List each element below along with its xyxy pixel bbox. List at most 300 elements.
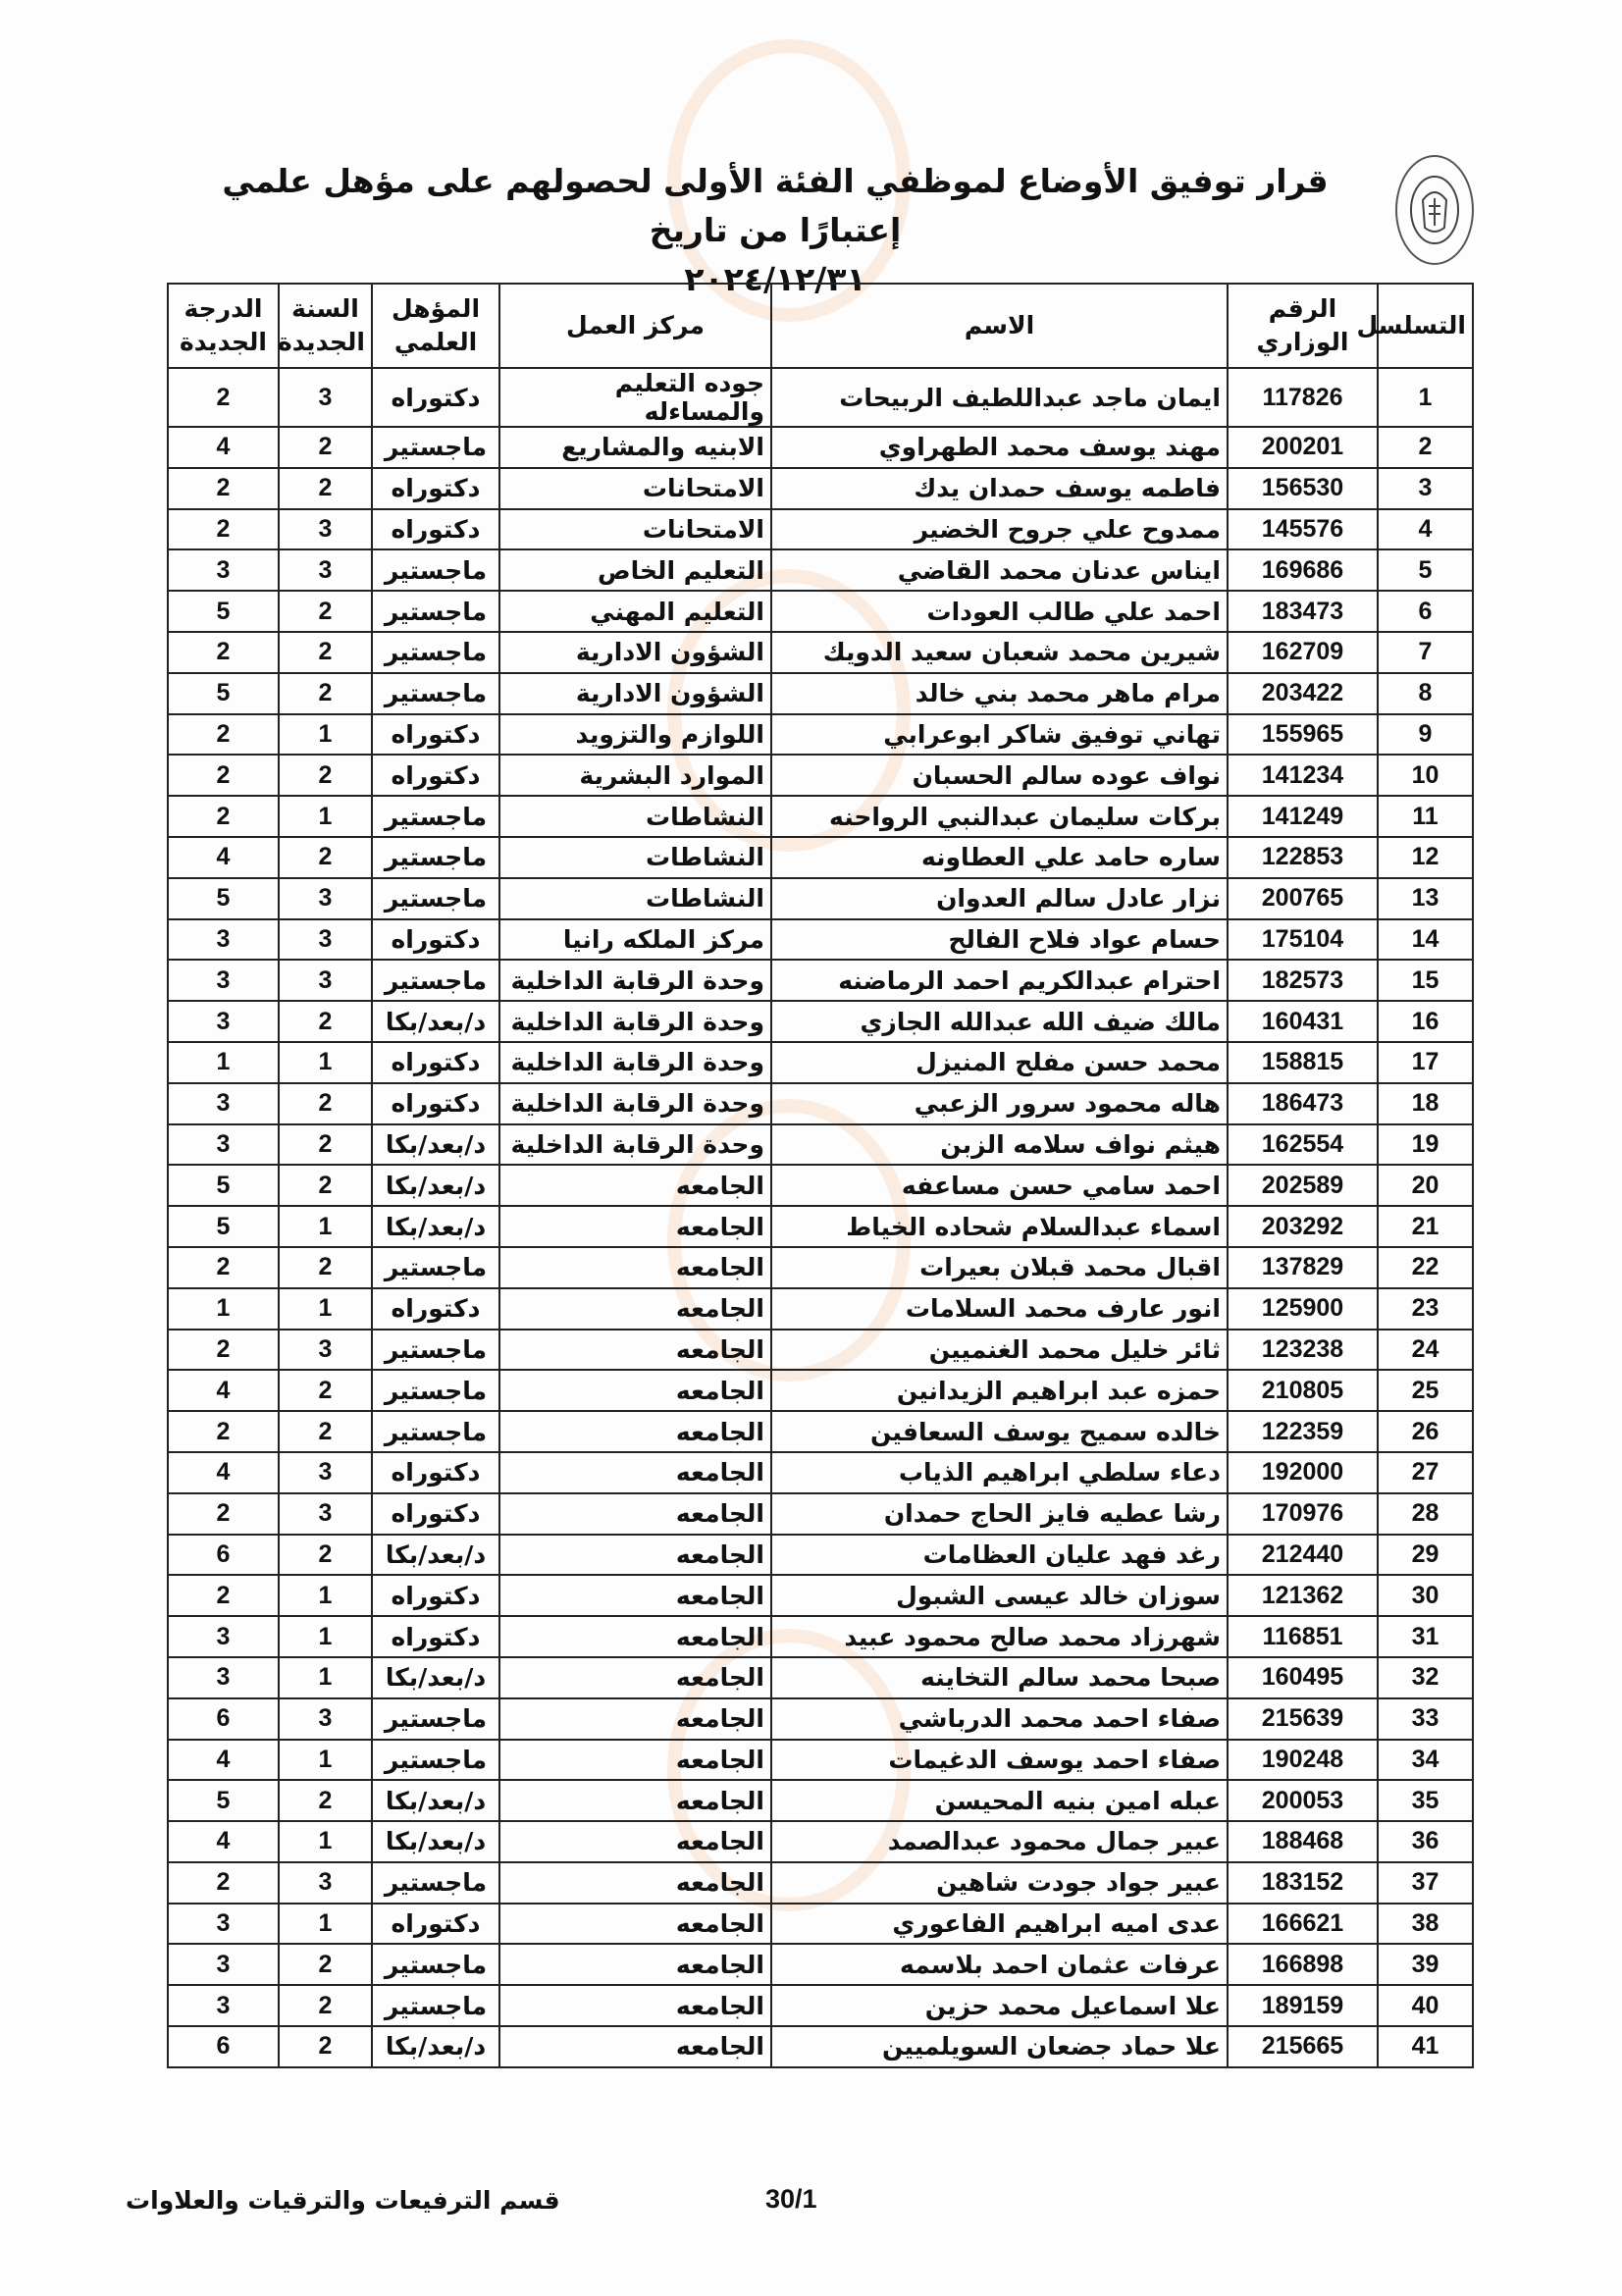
cell-new-grade: 3 [168, 1616, 279, 1657]
cell-ministry-number: 155965 [1228, 714, 1378, 756]
cell-serial: 24 [1378, 1330, 1473, 1371]
cell-new-grade: 2 [168, 468, 279, 509]
cell-ministry-number: 215665 [1228, 2026, 1378, 2067]
cell-name: علا حماد جضعان السويلميين [771, 2026, 1228, 2067]
table-row [168, 714, 1473, 756]
cell-serial: 30 [1378, 1575, 1473, 1616]
cell-ministry-number: 116851 [1228, 1616, 1378, 1657]
cell-serial: 18 [1378, 1083, 1473, 1124]
cell-work-center: الجامعه [499, 1944, 771, 1985]
cell-qualification: د/بعد/بكا [372, 1821, 499, 1862]
cell-new-grade: 5 [168, 673, 279, 714]
cell-work-center: الشؤون الادارية [499, 632, 771, 673]
cell-ministry-number: 189159 [1228, 1985, 1378, 2026]
table-header-row [168, 284, 1473, 368]
cell-qualification: د/بعد/بكا [372, 1165, 499, 1206]
cell-new-year: 2 [279, 1411, 372, 1452]
cell-work-center: الامتحانات [499, 468, 771, 509]
cell-ministry-number: 183152 [1228, 1862, 1378, 1904]
cell-new-year: 2 [279, 1370, 372, 1411]
table-row [168, 1001, 1473, 1042]
cell-work-center: الجامعه [499, 1657, 771, 1698]
table-row [168, 837, 1473, 878]
table-row [168, 1124, 1473, 1166]
cell-serial: 11 [1378, 796, 1473, 837]
cell-serial: 16 [1378, 1001, 1473, 1042]
cell-qualification: دكتوراه [372, 368, 499, 427]
cell-serial: 10 [1378, 755, 1473, 796]
header-work-center: مركز العمل [499, 284, 771, 368]
cell-new-grade: 2 [168, 755, 279, 796]
cell-work-center: النشاطات [499, 878, 771, 919]
cell-name: مالك ضيف الله عبدالله الجازي [771, 1001, 1228, 1042]
cell-name: ايمان ماجد عبداللطيف الربيحات [771, 368, 1228, 427]
table-row [168, 1944, 1473, 1985]
cell-new-year: 3 [279, 549, 372, 591]
cell-new-grade: 5 [168, 1780, 279, 1821]
cell-new-year: 1 [279, 1206, 372, 1247]
header-serial: التسلسل [1378, 284, 1473, 368]
cell-ministry-number: 156530 [1228, 468, 1378, 509]
cell-work-center: النشاطات [499, 837, 771, 878]
cell-work-center: الجامعه [499, 1411, 771, 1452]
cell-new-year: 2 [279, 1165, 372, 1206]
cell-qualification: دكتوراه [372, 1042, 499, 1083]
emblem-logo [1395, 155, 1474, 265]
cell-new-year: 2 [279, 673, 372, 714]
cell-name: حمزه عبد ابراهيم الزيدانين [771, 1370, 1228, 1411]
cell-ministry-number: 122359 [1228, 1411, 1378, 1452]
table-row [168, 1288, 1473, 1330]
cell-ministry-number: 125900 [1228, 1288, 1378, 1330]
cell-new-year: 1 [279, 1288, 372, 1330]
cell-name: احمد علي طالب العودات [771, 591, 1228, 632]
cell-work-center: الامتحانات [499, 509, 771, 550]
cell-serial: 40 [1378, 1985, 1473, 2026]
cell-new-grade: 3 [168, 1657, 279, 1698]
table-row [168, 1657, 1473, 1698]
cell-name: فاطمه يوسف حمدان يدك [771, 468, 1228, 509]
cell-new-grade: 5 [168, 1206, 279, 1247]
cell-name: هاله محمود سرور الزعبي [771, 1083, 1228, 1124]
cell-new-grade: 2 [168, 1411, 279, 1452]
cell-work-center: التعليم الخاص [499, 549, 771, 591]
cell-new-year: 1 [279, 1575, 372, 1616]
header-new-grade: الدرجة الجديدة [168, 284, 279, 368]
cell-serial: 31 [1378, 1616, 1473, 1657]
cell-qualification: ماجستير [372, 960, 499, 1001]
cell-name: انور عارف محمد السلامات [771, 1288, 1228, 1330]
cell-new-year: 2 [279, 591, 372, 632]
cell-ministry-number: 137829 [1228, 1247, 1378, 1288]
cell-new-year: 1 [279, 796, 372, 837]
table-row [168, 1042, 1473, 1083]
cell-new-grade: 2 [168, 1575, 279, 1616]
table-row [168, 673, 1473, 714]
cell-new-grade: 2 [168, 509, 279, 550]
cell-serial: 23 [1378, 1288, 1473, 1330]
cell-ministry-number: 121362 [1228, 1575, 1378, 1616]
cell-qualification: دكتوراه [372, 755, 499, 796]
cell-serial: 9 [1378, 714, 1473, 756]
cell-work-center: الجامعه [499, 2026, 771, 2067]
header-new-year: السنة الجديدة [279, 284, 372, 368]
cell-new-grade: 2 [168, 1862, 279, 1904]
cell-work-center: الجامعه [499, 1575, 771, 1616]
cell-serial: 19 [1378, 1124, 1473, 1166]
cell-name: شهرزاد محمد صالح محمود عبيد [771, 1616, 1228, 1657]
cell-serial: 1 [1378, 368, 1473, 427]
table-row [168, 427, 1473, 468]
cell-ministry-number: 160495 [1228, 1657, 1378, 1698]
cell-new-year: 3 [279, 1452, 372, 1493]
cell-name: صفاء احمد محمد الدرباشي [771, 1698, 1228, 1740]
cell-ministry-number: 158815 [1228, 1042, 1378, 1083]
cell-serial: 17 [1378, 1042, 1473, 1083]
cell-new-grade: 6 [168, 1535, 279, 1576]
cell-new-year: 1 [279, 1657, 372, 1698]
table-row [168, 1740, 1473, 1781]
cell-work-center: الجامعه [499, 1535, 771, 1576]
cell-ministry-number: 162554 [1228, 1124, 1378, 1166]
cell-name: احمد سامي حسن مساعفه [771, 1165, 1228, 1206]
table-row [168, 1985, 1473, 2026]
cell-new-grade: 4 [168, 1452, 279, 1493]
cell-name: ممدوح علي جروح الخضير [771, 509, 1228, 550]
cell-new-grade: 2 [168, 1247, 279, 1288]
table-row [168, 591, 1473, 632]
cell-ministry-number: 117826 [1228, 368, 1378, 427]
cell-new-year: 1 [279, 714, 372, 756]
cell-new-year: 2 [279, 1124, 372, 1166]
cell-name: ثائر خليل محمد الغنميين [771, 1330, 1228, 1371]
cell-name: رغد فهد عليان العظامات [771, 1535, 1228, 1576]
cell-work-center: الجامعه [499, 1370, 771, 1411]
cell-work-center: مركز الملكه رانيا [499, 919, 771, 961]
cell-qualification: دكتوراه [372, 1083, 499, 1124]
cell-serial: 41 [1378, 2026, 1473, 2067]
cell-ministry-number: 166898 [1228, 1944, 1378, 1985]
header-name: الاسم [771, 284, 1228, 368]
cell-qualification: د/بعد/بكا [372, 1535, 499, 1576]
cell-serial: 8 [1378, 673, 1473, 714]
cell-work-center: النشاطات [499, 796, 771, 837]
cell-work-center: الجامعه [499, 1493, 771, 1535]
cell-qualification: د/بعد/بكا [372, 1206, 499, 1247]
cell-ministry-number: 123238 [1228, 1330, 1378, 1371]
cell-new-grade: 3 [168, 549, 279, 591]
table-row [168, 960, 1473, 1001]
cell-qualification: د/بعد/بكا [372, 2026, 499, 2067]
cell-ministry-number: 212440 [1228, 1535, 1378, 1576]
cell-ministry-number: 183473 [1228, 591, 1378, 632]
cell-new-grade: 3 [168, 960, 279, 1001]
cell-serial: 29 [1378, 1535, 1473, 1576]
cell-work-center: الجامعه [499, 1904, 771, 1945]
table-row [168, 368, 1473, 427]
cell-name: علا اسماعيل محمد حزين [771, 1985, 1228, 2026]
cell-new-grade: 5 [168, 591, 279, 632]
cell-work-center: الجامعه [499, 1821, 771, 1862]
cell-new-year: 3 [279, 960, 372, 1001]
cell-name: محمد حسن مفلح المنيزل [771, 1042, 1228, 1083]
cell-qualification: دكتوراه [372, 714, 499, 756]
cell-qualification: ماجستير [372, 1370, 499, 1411]
table-row [168, 1247, 1473, 1288]
cell-work-center: وحدة الرقابة الداخلية [499, 1001, 771, 1042]
cell-work-center: وحدة الرقابة الداخلية [499, 1042, 771, 1083]
cell-serial: 25 [1378, 1370, 1473, 1411]
cell-new-year: 2 [279, 468, 372, 509]
cell-serial: 27 [1378, 1452, 1473, 1493]
cell-serial: 22 [1378, 1247, 1473, 1288]
cell-work-center: اللوازم والتزويد [499, 714, 771, 756]
cell-qualification: دكتوراه [372, 509, 499, 550]
cell-serial: 13 [1378, 878, 1473, 919]
cell-work-center: الجامعه [499, 1206, 771, 1247]
cell-work-center: جوده التعليم والمساءله [499, 368, 771, 427]
table-row [168, 919, 1473, 961]
cell-ministry-number: 200053 [1228, 1780, 1378, 1821]
cell-qualification: دكتوراه [372, 1616, 499, 1657]
cell-ministry-number: 200765 [1228, 878, 1378, 919]
table-row [168, 1411, 1473, 1452]
cell-new-year: 3 [279, 1698, 372, 1740]
cell-work-center: وحدة الرقابة الداخلية [499, 1124, 771, 1166]
cell-serial: 37 [1378, 1862, 1473, 1904]
cell-new-grade: 3 [168, 1001, 279, 1042]
cell-ministry-number: 215639 [1228, 1698, 1378, 1740]
cell-new-year: 2 [279, 427, 372, 468]
cell-new-year: 2 [279, 1001, 372, 1042]
cell-ministry-number: 170976 [1228, 1493, 1378, 1535]
table-row [168, 1780, 1473, 1821]
cell-qualification: ماجستير [372, 1411, 499, 1452]
cell-name: اقبال محمد قبلان بعيرات [771, 1247, 1228, 1288]
cell-name: دعاء سلطي ابراهيم الذياب [771, 1452, 1228, 1493]
cell-ministry-number: 186473 [1228, 1083, 1378, 1124]
cell-new-year: 3 [279, 509, 372, 550]
cell-qualification: ماجستير [372, 632, 499, 673]
table-row [168, 549, 1473, 591]
cell-work-center: الجامعه [499, 1780, 771, 1821]
table-row [168, 509, 1473, 550]
cell-qualification: ماجستير [372, 1247, 499, 1288]
cell-serial: 14 [1378, 919, 1473, 961]
cell-new-year: 1 [279, 1042, 372, 1083]
cell-new-year: 3 [279, 919, 372, 961]
cell-work-center: الجامعه [499, 1165, 771, 1206]
table-row [168, 1165, 1473, 1206]
cell-name: نزار عادل سالم العدوان [771, 878, 1228, 919]
cell-serial: 15 [1378, 960, 1473, 1001]
cell-new-year: 3 [279, 1862, 372, 1904]
title-date: ٢٠٢٤/١٢/٣١ [684, 260, 866, 298]
cell-new-grade: 5 [168, 1165, 279, 1206]
cell-new-year: 1 [279, 1821, 372, 1862]
cell-qualification: ماجستير [372, 591, 499, 632]
footer-department: قسم الترفيعات والترقيات والعلاوات [126, 2186, 560, 2215]
cell-new-grade: 4 [168, 1740, 279, 1781]
cell-new-year: 2 [279, 632, 372, 673]
cell-ministry-number: 203292 [1228, 1206, 1378, 1247]
cell-qualification: دكتوراه [372, 1288, 499, 1330]
cell-ministry-number: 192000 [1228, 1452, 1378, 1493]
cell-name: هيثم نواف سلامه الزبن [771, 1124, 1228, 1166]
cell-qualification: د/بعد/بكا [372, 1124, 499, 1166]
cell-name: ساره حامد علي العطاونه [771, 837, 1228, 878]
cell-name: عبير جواد جودت شاهين [771, 1862, 1228, 1904]
cell-serial: 2 [1378, 427, 1473, 468]
table-row [168, 796, 1473, 837]
table-row [168, 468, 1473, 509]
cell-qualification: ماجستير [372, 1698, 499, 1740]
cell-name: سوزان خالد عيسى الشبول [771, 1575, 1228, 1616]
cell-qualification: ماجستير [372, 549, 499, 591]
cell-name: عبله امين بنيه المحيسن [771, 1780, 1228, 1821]
cell-new-grade: 3 [168, 1904, 279, 1945]
cell-ministry-number: 203422 [1228, 673, 1378, 714]
cell-new-grade: 2 [168, 632, 279, 673]
cell-qualification: دكتوراه [372, 919, 499, 961]
table-row [168, 1083, 1473, 1124]
cell-serial: 7 [1378, 632, 1473, 673]
cell-new-grade: 5 [168, 878, 279, 919]
cell-qualification: دكتوراه [372, 1452, 499, 1493]
cell-ministry-number: 141249 [1228, 796, 1378, 837]
cell-name: صبحا محمد سالم التخاينه [771, 1657, 1228, 1698]
table-row [168, 1493, 1473, 1535]
table-row [168, 1370, 1473, 1411]
cell-qualification: ماجستير [372, 1740, 499, 1781]
table-row [168, 1330, 1473, 1371]
cell-new-grade: 4 [168, 1370, 279, 1411]
cell-serial: 3 [1378, 468, 1473, 509]
cell-ministry-number: 122853 [1228, 837, 1378, 878]
cell-work-center: التعليم المهني [499, 591, 771, 632]
cell-ministry-number: 160431 [1228, 1001, 1378, 1042]
table-row [168, 1575, 1473, 1616]
cell-serial: 26 [1378, 1411, 1473, 1452]
cell-new-year: 1 [279, 1616, 372, 1657]
cell-name: خالده سميح يوسف السعافين [771, 1411, 1228, 1452]
cell-qualification: ماجستير [372, 1985, 499, 2026]
cell-new-year: 3 [279, 368, 372, 427]
cell-name: اسماء عبدالسلام شحاده الخياط [771, 1206, 1228, 1247]
cell-work-center: الجامعه [499, 1985, 771, 2026]
cell-serial: 28 [1378, 1493, 1473, 1535]
cell-serial: 6 [1378, 591, 1473, 632]
cell-new-year: 3 [279, 1330, 372, 1371]
cell-qualification: دكتوراه [372, 1904, 499, 1945]
table-row [168, 755, 1473, 796]
table-row [168, 1206, 1473, 1247]
cell-qualification: دكتوراه [372, 1575, 499, 1616]
cell-qualification: د/بعد/بكا [372, 1780, 499, 1821]
cell-work-center: وحدة الرقابة الداخلية [499, 1083, 771, 1124]
cell-work-center: الشؤون الادارية [499, 673, 771, 714]
cell-name: نواف عوده سالم الحسبان [771, 755, 1228, 796]
cell-new-year: 2 [279, 755, 372, 796]
cell-name: مرام ماهر محمد بني خالد [771, 673, 1228, 714]
cell-serial: 36 [1378, 1821, 1473, 1862]
cell-new-year: 2 [279, 1083, 372, 1124]
cell-name: رشا عطيه فايز الحاج حمدان [771, 1493, 1228, 1535]
cell-new-grade: 3 [168, 1124, 279, 1166]
cell-new-year: 2 [279, 1535, 372, 1576]
cell-ministry-number: 141234 [1228, 755, 1378, 796]
cell-name: شيرين محمد شعبان سعيد الدويك [771, 632, 1228, 673]
cell-qualification: ماجستير [372, 1944, 499, 1985]
cell-qualification: د/بعد/بكا [372, 1001, 499, 1042]
cell-new-grade: 2 [168, 714, 279, 756]
cell-serial: 39 [1378, 1944, 1473, 1985]
cell-work-center: الجامعه [499, 1452, 771, 1493]
cell-new-grade: 4 [168, 837, 279, 878]
cell-new-grade: 1 [168, 1288, 279, 1330]
cell-name: عدى اميه ابراهيم الفاعوري [771, 1904, 1228, 1945]
cell-qualification: دكتوراه [372, 1493, 499, 1535]
cell-new-grade: 3 [168, 919, 279, 961]
table-row [168, 632, 1473, 673]
cell-name: صفاء احمد يوسف الدغيمات [771, 1740, 1228, 1781]
table-row [168, 1862, 1473, 1904]
cell-name: عرفات عثمان احمد بلاسمه [771, 1944, 1228, 1985]
cell-new-grade: 2 [168, 1493, 279, 1535]
cell-ministry-number: 182573 [1228, 960, 1378, 1001]
cell-name: ايناس عدنان محمد القاضي [771, 549, 1228, 591]
cell-name: مهند يوسف محمد الطهراوي [771, 427, 1228, 468]
cell-new-year: 3 [279, 1493, 372, 1535]
header-ministry-number: الرقم الوزاري [1228, 284, 1378, 368]
table-row [168, 1698, 1473, 1740]
cell-new-grade: 1 [168, 1042, 279, 1083]
table-row [168, 2026, 1473, 2067]
cell-qualification: دكتوراه [372, 468, 499, 509]
cell-ministry-number: 175104 [1228, 919, 1378, 961]
cell-new-year: 2 [279, 1944, 372, 1985]
cell-new-grade: 2 [168, 796, 279, 837]
cell-qualification: ماجستير [372, 427, 499, 468]
cell-new-grade: 6 [168, 1698, 279, 1740]
cell-serial: 12 [1378, 837, 1473, 878]
cell-new-grade: 4 [168, 1821, 279, 1862]
employees-table [167, 283, 1474, 2068]
cell-serial: 32 [1378, 1657, 1473, 1698]
cell-new-year: 2 [279, 837, 372, 878]
cell-work-center: الجامعه [499, 1247, 771, 1288]
cell-ministry-number: 202589 [1228, 1165, 1378, 1206]
cell-ministry-number: 169686 [1228, 549, 1378, 591]
cell-work-center: الابنيه والمشاريع [499, 427, 771, 468]
cell-new-year: 2 [279, 1247, 372, 1288]
cell-ministry-number: 190248 [1228, 1740, 1378, 1781]
cell-work-center: الجامعه [499, 1862, 771, 1904]
cell-ministry-number: 200201 [1228, 427, 1378, 468]
cell-serial: 33 [1378, 1698, 1473, 1740]
title-line-1: قرار توفيق الأوضاع لموظفي الفئة الأولى لحصولهم على مؤهل علمي إعتبارًا من تاريخ [222, 162, 1329, 249]
cell-name: بركات سليمان عبدالنبي الرواحنه [771, 796, 1228, 837]
cell-qualification: ماجستير [372, 878, 499, 919]
table-row [168, 1904, 1473, 1945]
cell-new-grade: 6 [168, 2026, 279, 2067]
cell-new-grade: 3 [168, 1985, 279, 2026]
cell-qualification: ماجستير [372, 837, 499, 878]
cell-work-center: الجامعه [499, 1616, 771, 1657]
cell-work-center: الجامعه [499, 1740, 771, 1781]
cell-work-center: الجامعه [499, 1698, 771, 1740]
cell-qualification: د/بعد/بكا [372, 1657, 499, 1698]
